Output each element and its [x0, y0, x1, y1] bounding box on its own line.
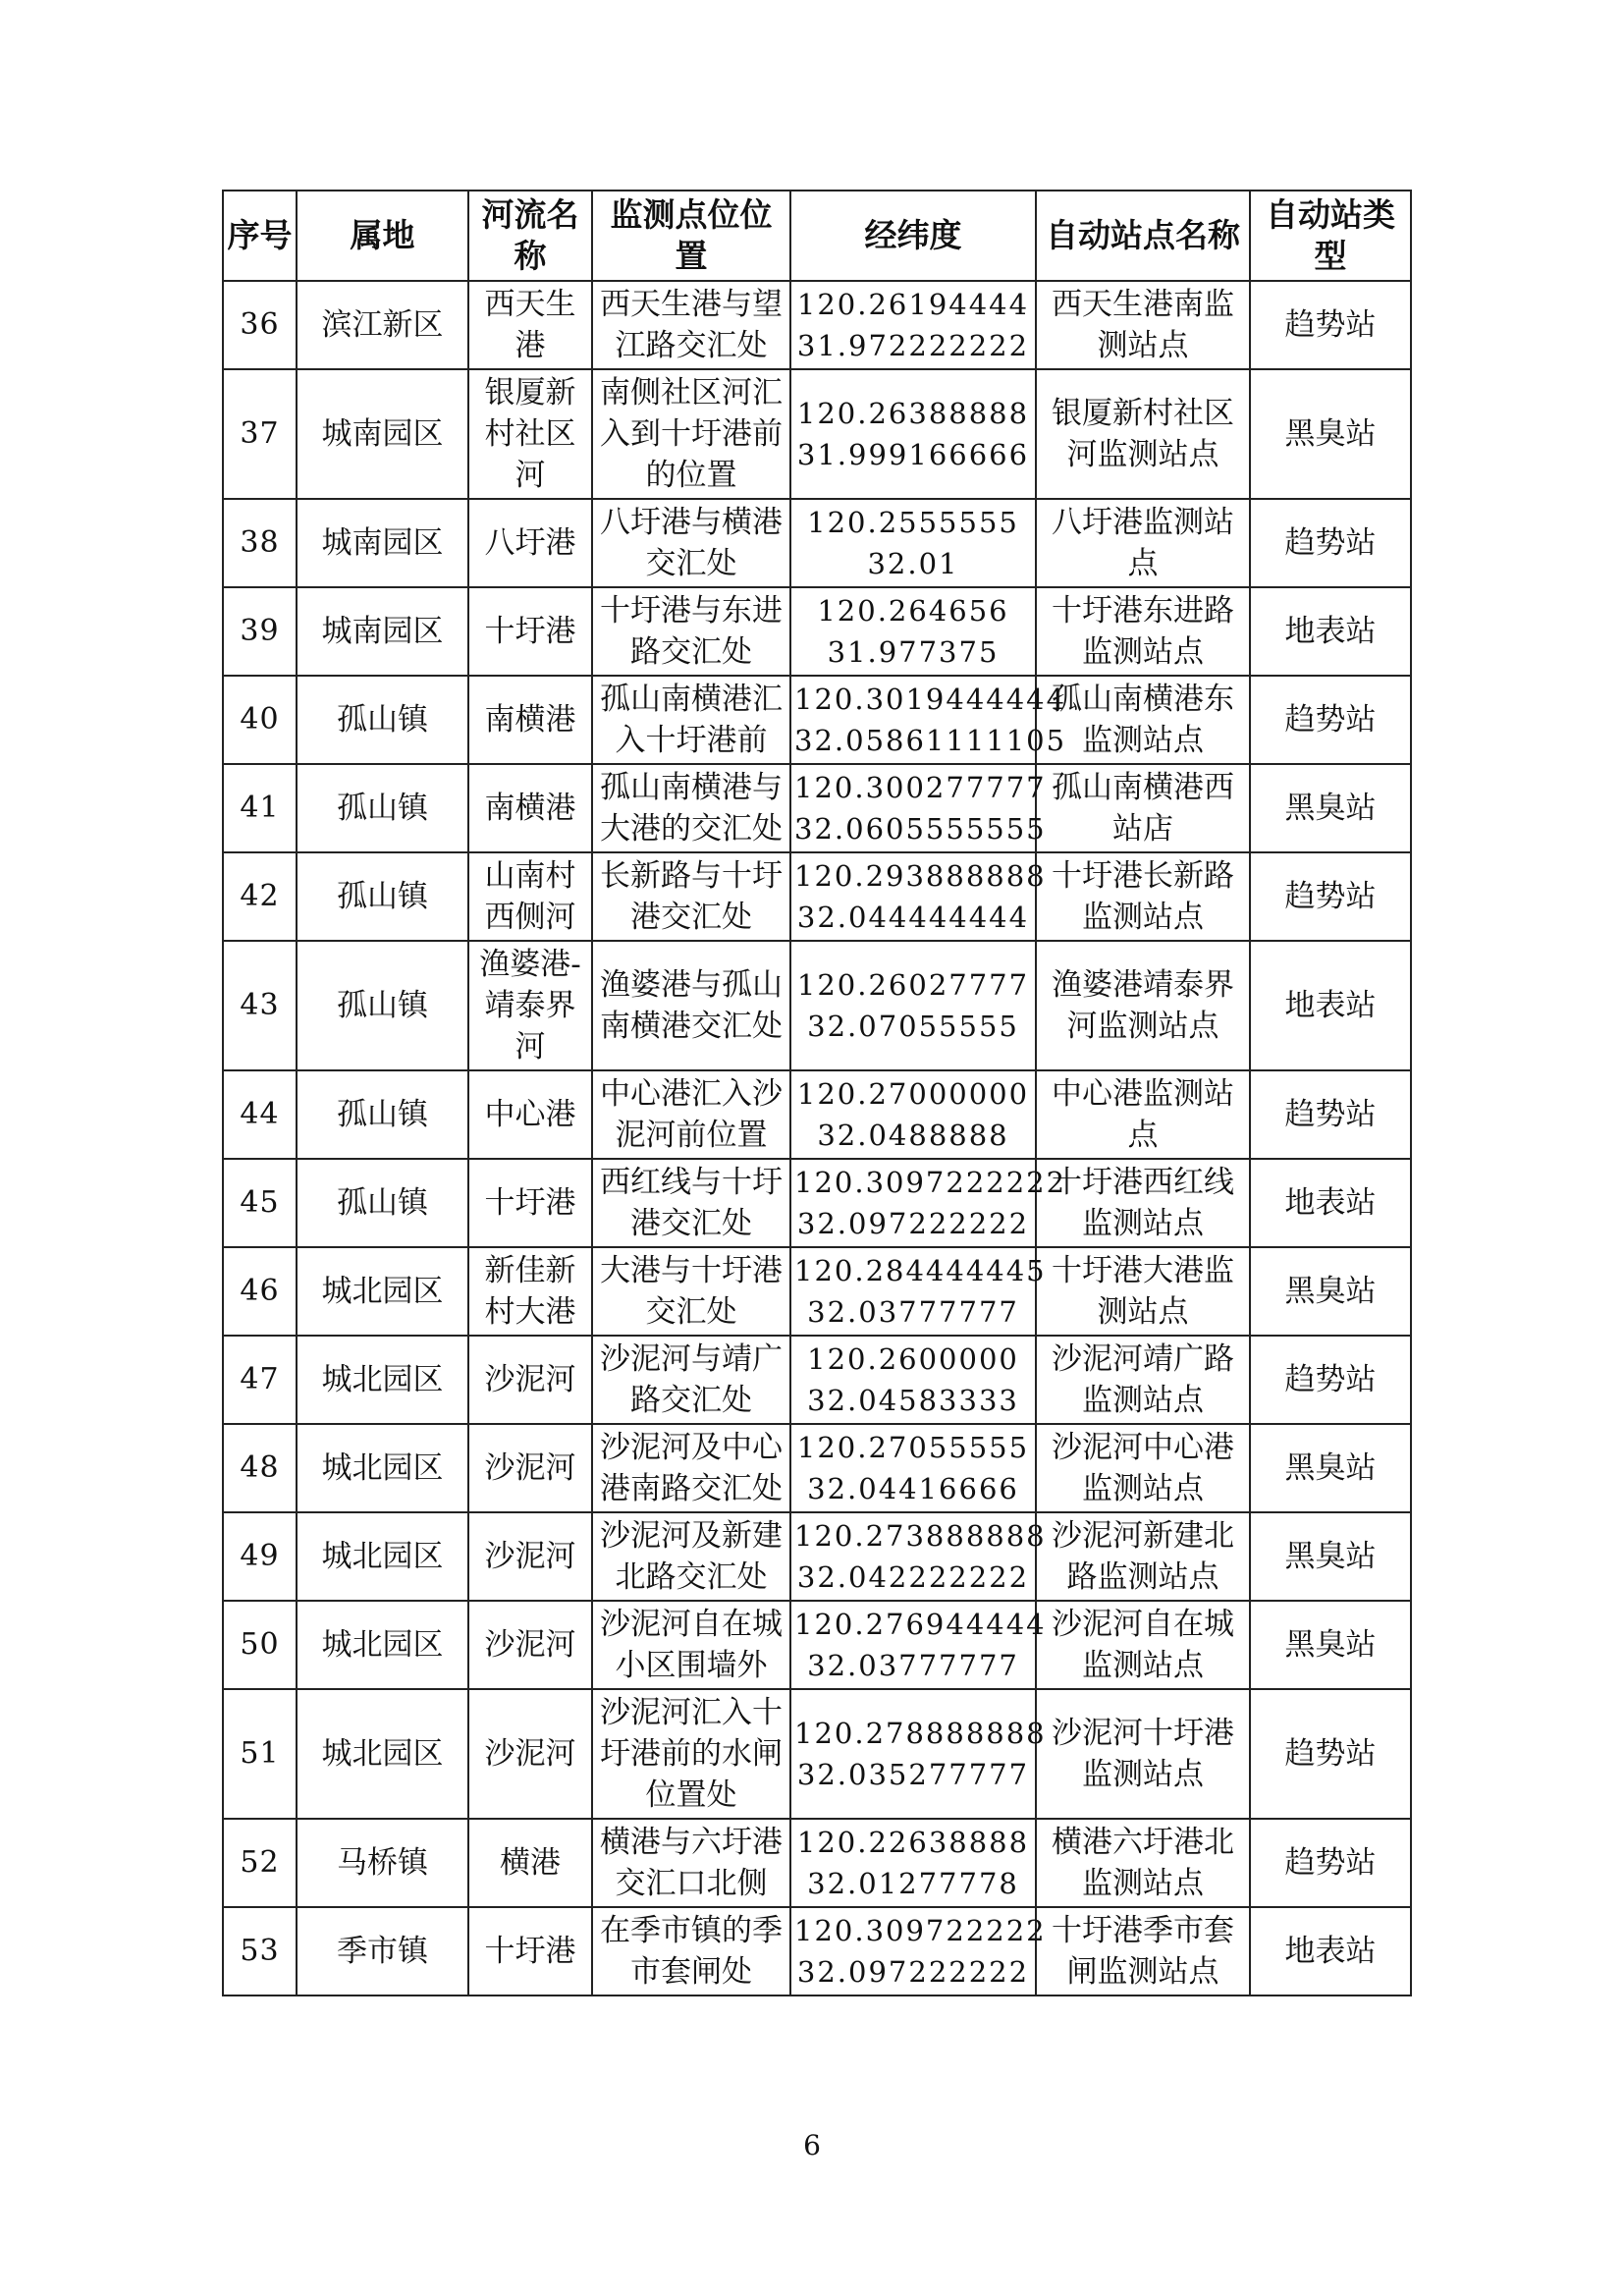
header-cell: 监测点位位置: [592, 191, 790, 281]
area-cell: 城北园区: [297, 1424, 468, 1512]
longitude: 120.3019444444: [794, 683, 1067, 716]
area-cell: 孤山镇: [297, 1159, 468, 1247]
table-row: [223, 281, 1411, 369]
longitude: 120.273888888: [794, 1519, 1047, 1553]
longitude: 120.293888888: [794, 859, 1047, 893]
page-number: 6: [803, 2129, 821, 2161]
latitude: 32.097222222: [796, 1207, 1030, 1240]
station-type-cell: 趋势站: [1250, 676, 1411, 764]
latitude: 32.04416666: [807, 1472, 1019, 1505]
area-cell: 孤山镇: [297, 852, 468, 941]
header-cell: 自动站类型: [1250, 191, 1411, 281]
location-cell: 大港与十圩港交汇处: [592, 1247, 790, 1336]
latitude: 32.0488888: [817, 1119, 1009, 1152]
coordinates-cell: [790, 852, 1047, 941]
station-name-cell: 渔婆港靖泰界河监测站点: [1036, 941, 1250, 1070]
header-cell: 属地: [297, 191, 468, 281]
area-cell: 孤山镇: [297, 941, 468, 1070]
table-row: [223, 1336, 1411, 1424]
row-number: 46: [223, 1247, 297, 1336]
station-name-cell: 银厦新村社区河监测站点: [1036, 369, 1250, 499]
location-cell: 孤山南横港与大港的交汇处: [592, 764, 790, 852]
river-name-cell: 沙泥河: [468, 1424, 592, 1512]
station-name-cell: 八圩港监测站点: [1036, 499, 1250, 587]
river-name-cell: 八圩港: [468, 499, 592, 587]
river-name-cell: 沙泥河: [468, 1512, 592, 1601]
table-row: [223, 587, 1411, 676]
river-name-cell: 沙泥河: [468, 1336, 592, 1424]
area-cell: 城北园区: [297, 1336, 468, 1424]
table-row: [223, 1070, 1411, 1159]
longitude: 120.26027777: [796, 968, 1030, 1002]
station-name-cell: 横港六圩港北监测站点: [1036, 1819, 1250, 1907]
longitude: 120.2555555: [807, 506, 1019, 539]
longitude: 120.26388888: [796, 397, 1030, 430]
table-row: [223, 852, 1411, 941]
location-cell: 十圩港与东进路交汇处: [592, 587, 790, 676]
table-row: [223, 1424, 1411, 1512]
coordinates-cell: [790, 1159, 1067, 1247]
river-name-cell: 南横港: [468, 764, 592, 852]
coordinates-cell: [790, 764, 1047, 852]
river-name-cell: 中心港: [468, 1070, 592, 1159]
row-number: 37: [223, 369, 297, 499]
station-name-cell: 沙泥河十圩港监测站点: [1036, 1689, 1250, 1819]
station-name-cell: 十圩港东进路监测站点: [1036, 587, 1250, 676]
location-cell: 沙泥河及中心港南路交汇处: [592, 1424, 790, 1512]
table-row: [223, 1247, 1411, 1336]
coordinates-cell: [790, 941, 1036, 1070]
row-number: 52: [223, 1819, 297, 1907]
location-cell: 西天生港与望江路交汇处: [592, 281, 790, 369]
longitude: 120.27000000: [796, 1077, 1030, 1111]
station-type-cell: 地表站: [1250, 1159, 1411, 1247]
river-name-cell: 沙泥河: [468, 1601, 592, 1689]
station-name-cell: 西天生港南监测站点: [1036, 281, 1250, 369]
river-name-cell: 新佳新村大港: [468, 1247, 592, 1336]
header-cell: 河流名称: [468, 191, 592, 281]
river-name-cell: 十圩港: [468, 587, 592, 676]
coordinates-cell: [790, 1247, 1047, 1336]
latitude: 32.01: [867, 547, 959, 580]
longitude: 120.300277777: [794, 771, 1047, 804]
row-number: 48: [223, 1424, 297, 1512]
location-cell: 横港与六圩港交汇口北侧: [592, 1819, 790, 1907]
latitude: 32.035277777: [796, 1758, 1030, 1791]
area-cell: 城南园区: [297, 369, 468, 499]
river-name-cell: 横港: [468, 1819, 592, 1907]
river-name-cell: 山南村西侧河: [468, 852, 592, 941]
coordinates-cell: [790, 281, 1036, 369]
longitude: 120.3097222222: [794, 1166, 1067, 1199]
longitude: 120.264656: [817, 594, 1009, 628]
latitude: 31.977375: [827, 635, 1000, 669]
latitude: 32.044444444: [796, 901, 1030, 934]
station-type-cell: 黑臭站: [1250, 1424, 1411, 1512]
coordinates-cell: [790, 499, 1036, 587]
station-name-cell: 十圩港季市套闸监测站点: [1036, 1907, 1250, 1995]
latitude: 32.0605555555: [794, 812, 1047, 846]
header-cell: 经纬度: [790, 191, 1036, 281]
area-cell: 城南园区: [297, 499, 468, 587]
latitude: 32.03777777: [807, 1649, 1019, 1682]
station-name-cell: 沙泥河自在城监测站点: [1036, 1601, 1250, 1689]
station-type-cell: 地表站: [1250, 941, 1411, 1070]
latitude: 31.999166666: [796, 438, 1030, 471]
table-header-row: [223, 191, 1411, 281]
row-number: 45: [223, 1159, 297, 1247]
longitude: 120.276944444: [794, 1608, 1047, 1641]
station-type-cell: 趋势站: [1250, 499, 1411, 587]
location-cell: 沙泥河自在城小区围墙外: [592, 1601, 790, 1689]
area-cell: 季市镇: [297, 1907, 468, 1995]
station-type-cell: 地表站: [1250, 1907, 1411, 1995]
coordinates-cell: [790, 369, 1036, 499]
table-body: [223, 281, 1411, 1995]
coordinates-cell: [790, 1512, 1047, 1601]
row-number: 39: [223, 587, 297, 676]
location-cell: 八圩港与横港交汇处: [592, 499, 790, 587]
table-row: [223, 1907, 1411, 1995]
area-cell: 滨江新区: [297, 281, 468, 369]
latitude: 32.07055555: [807, 1010, 1019, 1043]
river-name-cell: 沙泥河: [468, 1689, 592, 1819]
table-row: [223, 1819, 1411, 1907]
latitude: 32.05861111105: [794, 724, 1067, 757]
table-row: [223, 369, 1411, 499]
longitude: 120.2600000: [807, 1342, 1019, 1376]
area-cell: 城北园区: [297, 1512, 468, 1601]
river-name-cell: 西天生港: [468, 281, 592, 369]
header-cell: 序号: [223, 191, 297, 281]
row-number: 42: [223, 852, 297, 941]
station-name-cell: 沙泥河新建北路监测站点: [1036, 1512, 1250, 1601]
longitude: 120.284444445: [794, 1254, 1047, 1287]
coordinates-cell: [790, 1907, 1047, 1995]
station-type-cell: 黑臭站: [1250, 1247, 1411, 1336]
station-type-cell: 黑臭站: [1250, 369, 1411, 499]
location-cell: 渔婆港与孤山南横港交汇处: [592, 941, 790, 1070]
station-type-cell: 趋势站: [1250, 852, 1411, 941]
latitude: 32.042222222: [796, 1560, 1030, 1594]
station-type-cell: 黑臭站: [1250, 1601, 1411, 1689]
row-number: 49: [223, 1512, 297, 1601]
station-type-cell: 地表站: [1250, 587, 1411, 676]
river-name-cell: 十圩港: [468, 1907, 592, 1995]
table-row: [223, 941, 1411, 1070]
location-cell: 中心港汇入沙泥河前位置: [592, 1070, 790, 1159]
station-type-cell: 趋势站: [1250, 1689, 1411, 1819]
row-number: 36: [223, 281, 297, 369]
location-cell: 南侧社区河汇入到十圩港前的位置: [592, 369, 790, 499]
coordinates-cell: [790, 1601, 1047, 1689]
latitude: 32.03777777: [807, 1295, 1019, 1329]
location-cell: 沙泥河与靖广路交汇处: [592, 1336, 790, 1424]
row-number: 53: [223, 1907, 297, 1995]
longitude: 120.22638888: [796, 1826, 1030, 1859]
station-type-cell: 趋势站: [1250, 281, 1411, 369]
location-cell: 孤山南横港汇入十圩港前: [592, 676, 790, 764]
coordinates-cell: [790, 587, 1036, 676]
river-name-cell: 十圩港: [468, 1159, 592, 1247]
station-name-cell: 十圩港大港监测站点: [1036, 1247, 1250, 1336]
longitude: 120.26194444: [796, 288, 1030, 321]
station-type-cell: 趋势站: [1250, 1070, 1411, 1159]
area-cell: 城北园区: [297, 1601, 468, 1689]
station-name-cell: 孤山南横港东监测站点: [1036, 676, 1250, 764]
row-number: 44: [223, 1070, 297, 1159]
row-number: 51: [223, 1689, 297, 1819]
latitude: 32.04583333: [807, 1384, 1019, 1417]
location-cell: 沙泥河汇入十圩港前的水闸位置处: [592, 1689, 790, 1819]
row-number: 50: [223, 1601, 297, 1689]
coordinates-cell: [790, 1070, 1036, 1159]
longitude: 120.309722222: [794, 1914, 1047, 1947]
location-cell: 沙泥河及新建北路交汇处: [592, 1512, 790, 1601]
station-type-cell: 趋势站: [1250, 1336, 1411, 1424]
coordinates-cell: [790, 1689, 1047, 1819]
station-name-cell: 孤山南横港西站店: [1036, 764, 1250, 852]
area-cell: 马桥镇: [297, 1819, 468, 1907]
coordinates-cell: [790, 1819, 1036, 1907]
table-row: [223, 1159, 1411, 1247]
table-row: [223, 1512, 1411, 1601]
station-table: [222, 190, 1412, 1996]
station-type-cell: 黑臭站: [1250, 1512, 1411, 1601]
station-name-cell: 十圩港长新路监测站点: [1036, 852, 1250, 941]
station-type-cell: 黑臭站: [1250, 764, 1411, 852]
location-cell: 长新路与十圩港交汇处: [592, 852, 790, 941]
coordinates-cell: [790, 1424, 1036, 1512]
longitude: 120.278888888: [794, 1717, 1047, 1750]
longitude: 120.27055555: [796, 1431, 1030, 1464]
row-number: 41: [223, 764, 297, 852]
area-cell: 城北园区: [297, 1689, 468, 1819]
table-row: [223, 764, 1411, 852]
row-number: 47: [223, 1336, 297, 1424]
table-row: [223, 1601, 1411, 1689]
table-row: [223, 1689, 1411, 1819]
latitude: 31.972222222: [796, 329, 1030, 362]
station-name-cell: 沙泥河靖广路监测站点: [1036, 1336, 1250, 1424]
coordinates-cell: [790, 676, 1067, 764]
row-number: 38: [223, 499, 297, 587]
station-name-cell: 十圩港西红线监测站点: [1036, 1159, 1250, 1247]
latitude: 32.01277778: [807, 1867, 1019, 1900]
table-row: [223, 676, 1411, 764]
location-cell: 在季市镇的季市套闸处: [592, 1907, 790, 1995]
area-cell: 城南园区: [297, 587, 468, 676]
river-name-cell: 渔婆港-靖泰界河: [468, 941, 592, 1070]
river-name-cell: 南横港: [468, 676, 592, 764]
row-number: 40: [223, 676, 297, 764]
header-cell: 自动站点名称: [1036, 191, 1250, 281]
area-cell: 城北园区: [297, 1247, 468, 1336]
river-name-cell: 银厦新村社区河: [468, 369, 592, 499]
area-cell: 孤山镇: [297, 676, 468, 764]
station-name-cell: 中心港监测站点: [1036, 1070, 1250, 1159]
row-number: 43: [223, 941, 297, 1070]
area-cell: 孤山镇: [297, 1070, 468, 1159]
location-cell: 西红线与十圩港交汇处: [592, 1159, 790, 1247]
station-name-cell: 沙泥河中心港监测站点: [1036, 1424, 1250, 1512]
table-row: [223, 499, 1411, 587]
coordinates-cell: [790, 1336, 1036, 1424]
area-cell: 孤山镇: [297, 764, 468, 852]
latitude: 32.097222222: [796, 1955, 1030, 1989]
station-type-cell: 趋势站: [1250, 1819, 1411, 1907]
